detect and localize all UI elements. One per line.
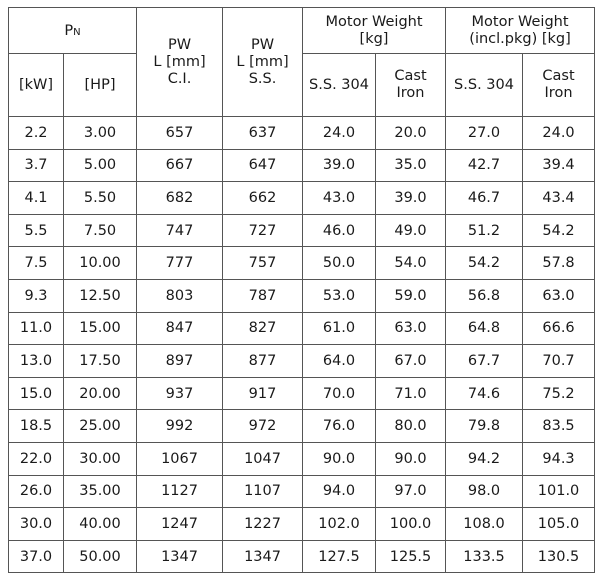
pw-ss-cell: 972 (223, 410, 303, 443)
weight-cast-iron-cell: 35.0 (376, 149, 446, 182)
pw-ci-cell: 897 (137, 345, 223, 378)
weight-cast-iron-cell: 100.0 (376, 508, 446, 541)
header-row-top (9, 8, 595, 54)
weight-pkg-cast-iron-cell: 83.5 (523, 410, 595, 443)
table-row (9, 214, 595, 247)
pw-ci-cell: 937 (137, 377, 223, 410)
pw-ci-cell: 682 (137, 182, 223, 215)
weight-pkg-ss304-cell: 42.7 (446, 149, 523, 182)
ss304-pkg-header: S.S. 304 (446, 54, 523, 117)
pw-ci-cell: 1247 (137, 508, 223, 541)
kw-cell: 37.0 (9, 540, 64, 573)
kw-cell: 30.0 (9, 508, 64, 541)
pw-ci-cell: 1127 (137, 475, 223, 508)
motor-weight-line-2: [kg] (359, 30, 389, 47)
motor-weight-pkg-header (446, 8, 595, 54)
kw-cell: 2.2 (9, 117, 64, 150)
weight-pkg-ss304-cell: 94.2 (446, 442, 523, 475)
weight-ss304-cell: 64.0 (303, 345, 376, 378)
pw-ss-line-2: L [mm] (236, 53, 289, 70)
pw-ss-cell: 827 (223, 312, 303, 345)
kw-cell: 3.7 (9, 149, 64, 182)
weight-ss304-cell: 39.0 (303, 149, 376, 182)
hp-cell: 12.50 (64, 279, 137, 312)
hp-cell: 3.00 (64, 117, 137, 150)
kw-cell: 15.0 (9, 377, 64, 410)
kw-cell: 5.5 (9, 214, 64, 247)
hp-cell: 50.00 (64, 540, 137, 573)
weight-ss304-cell: 61.0 (303, 312, 376, 345)
table-row (9, 540, 595, 573)
pw-length-ss-header (223, 8, 303, 117)
weight-cast-iron-cell: 39.0 (376, 182, 446, 215)
pw-ci-cell: 1067 (137, 442, 223, 475)
table-row (9, 312, 595, 345)
weight-pkg-ss304-cell: 98.0 (446, 475, 523, 508)
pw-ss-line-3: S.S. (248, 70, 277, 87)
weight-pkg-cast-iron-cell: 105.0 (523, 508, 595, 541)
pw-ss-cell: 1227 (223, 508, 303, 541)
motor-spec-table (8, 7, 595, 573)
weight-cast-iron-cell: 59.0 (376, 279, 446, 312)
table-row (9, 377, 595, 410)
table-row (9, 117, 595, 150)
pw-ss-cell: 917 (223, 377, 303, 410)
hp-cell: 10.00 (64, 247, 137, 280)
table-row (9, 508, 595, 541)
table-row (9, 247, 595, 280)
table-row (9, 345, 595, 378)
weight-pkg-cast-iron-cell: 101.0 (523, 475, 595, 508)
cast-iron-line-1: Cast (394, 68, 427, 84)
kw-cell: 22.0 (9, 442, 64, 475)
cast-iron-pkg-line-2: Iron (544, 85, 573, 101)
table-row (9, 442, 595, 475)
weight-ss304-cell: 53.0 (303, 279, 376, 312)
ss304-header: S.S. 304 (303, 54, 376, 117)
weight-pkg-cast-iron-cell: 66.6 (523, 312, 595, 345)
weight-pkg-cast-iron-cell: 39.4 (523, 149, 595, 182)
hp-header: [HP] (64, 54, 137, 117)
hp-cell: 15.00 (64, 312, 137, 345)
pw-ss-cell: 787 (223, 279, 303, 312)
table-row (9, 279, 595, 312)
pw-ss-cell: 757 (223, 247, 303, 280)
weight-cast-iron-cell: 71.0 (376, 377, 446, 410)
cast-iron-pkg-line-1: Cast (542, 68, 575, 84)
weight-pkg-ss304-cell: 54.2 (446, 247, 523, 280)
weight-pkg-ss304-cell: 27.0 (446, 117, 523, 150)
pw-ss-cell: 877 (223, 345, 303, 378)
weight-cast-iron-cell: 54.0 (376, 247, 446, 280)
pw-ci-cell: 847 (137, 312, 223, 345)
pw-ci-cell: 657 (137, 117, 223, 150)
pw-ci-line-1: PW (167, 36, 192, 53)
weight-ss304-cell: 76.0 (303, 410, 376, 443)
pw-ci-cell: 747 (137, 214, 223, 247)
weight-ss304-cell: 43.0 (303, 182, 376, 215)
weight-pkg-cast-iron-cell: 130.5 (523, 540, 595, 573)
kw-cell: 26.0 (9, 475, 64, 508)
weight-pkg-cast-iron-cell: 57.8 (523, 247, 595, 280)
pw-ss-cell: 637 (223, 117, 303, 150)
kw-header: [kW] (9, 54, 64, 117)
weight-ss304-cell: 46.0 (303, 214, 376, 247)
pw-ss-cell: 662 (223, 182, 303, 215)
weight-ss304-cell: 90.0 (303, 442, 376, 475)
weight-pkg-ss304-cell: 74.6 (446, 377, 523, 410)
pw-ss-cell: 1347 (223, 540, 303, 573)
weight-pkg-ss304-cell: 56.8 (446, 279, 523, 312)
table-body (9, 117, 595, 573)
hp-cell: 25.00 (64, 410, 137, 443)
weight-pkg-ss304-cell: 133.5 (446, 540, 523, 573)
rated-power-symbol: P (64, 22, 74, 39)
weight-pkg-cast-iron-cell: 70.7 (523, 345, 595, 378)
weight-pkg-cast-iron-cell: 94.3 (523, 442, 595, 475)
pw-length-ci-header (137, 8, 223, 117)
kw-cell: 7.5 (9, 247, 64, 280)
hp-cell: 30.00 (64, 442, 137, 475)
pw-ci-cell: 667 (137, 149, 223, 182)
hp-cell: 40.00 (64, 508, 137, 541)
weight-cast-iron-cell: 49.0 (376, 214, 446, 247)
weight-pkg-ss304-cell: 108.0 (446, 508, 523, 541)
weight-pkg-ss304-cell: 64.8 (446, 312, 523, 345)
cast-iron-header (376, 54, 446, 117)
weight-cast-iron-cell: 67.0 (376, 345, 446, 378)
pw-ss-line-1: PW (250, 36, 275, 53)
hp-cell: 17.50 (64, 345, 137, 378)
pw-ci-line-2: L [mm] (153, 53, 206, 70)
kw-cell: 9.3 (9, 279, 64, 312)
hp-cell: 35.00 (64, 475, 137, 508)
cast-iron-pkg-header (523, 54, 595, 117)
hp-cell: 20.00 (64, 377, 137, 410)
weight-ss304-cell: 102.0 (303, 508, 376, 541)
kw-cell: 18.5 (9, 410, 64, 443)
weight-pkg-ss304-cell: 46.7 (446, 182, 523, 215)
weight-pkg-cast-iron-cell: 43.4 (523, 182, 595, 215)
weight-cast-iron-cell: 80.0 (376, 410, 446, 443)
pw-ci-cell: 803 (137, 279, 223, 312)
kw-cell: 4.1 (9, 182, 64, 215)
motor-weight-pkg-line-1: Motor Weight (471, 13, 569, 30)
weight-cast-iron-cell: 20.0 (376, 117, 446, 150)
weight-pkg-cast-iron-cell: 63.0 (523, 279, 595, 312)
weight-cast-iron-cell: 125.5 (376, 540, 446, 573)
hp-cell: 7.50 (64, 214, 137, 247)
weight-ss304-cell: 127.5 (303, 540, 376, 573)
weight-ss304-cell: 50.0 (303, 247, 376, 280)
weight-pkg-ss304-cell: 67.7 (446, 345, 523, 378)
pw-ci-cell: 992 (137, 410, 223, 443)
motor-weight-pkg-line-2: (incl.pkg) [kg] (469, 30, 571, 47)
motor-weight-header (303, 8, 446, 54)
kw-cell: 13.0 (9, 345, 64, 378)
pw-ss-cell: 647 (223, 149, 303, 182)
weight-cast-iron-cell: 97.0 (376, 475, 446, 508)
hp-cell: 5.50 (64, 182, 137, 215)
weight-pkg-cast-iron-cell: 24.0 (523, 117, 595, 150)
weight-ss304-cell: 94.0 (303, 475, 376, 508)
motor-weight-line-1: Motor Weight (325, 13, 423, 30)
weight-pkg-ss304-cell: 79.8 (446, 410, 523, 443)
weight-pkg-cast-iron-cell: 54.2 (523, 214, 595, 247)
pw-ci-cell: 1347 (137, 540, 223, 573)
weight-ss304-cell: 24.0 (303, 117, 376, 150)
hp-cell: 5.00 (64, 149, 137, 182)
pw-ci-cell: 777 (137, 247, 223, 280)
pw-ci-line-3: C.I. (167, 70, 192, 87)
pw-ss-cell: 1107 (223, 475, 303, 508)
pw-ss-cell: 727 (223, 214, 303, 247)
table-row (9, 475, 595, 508)
rated-power-subscript: N (73, 26, 81, 38)
weight-pkg-cast-iron-cell: 75.2 (523, 377, 595, 410)
table-row (9, 410, 595, 443)
table-row (9, 182, 595, 215)
table-row (9, 149, 595, 182)
kw-cell: 11.0 (9, 312, 64, 345)
weight-cast-iron-cell: 90.0 (376, 442, 446, 475)
weight-cast-iron-cell: 63.0 (376, 312, 446, 345)
pw-ss-cell: 1047 (223, 442, 303, 475)
cast-iron-line-2: Iron (396, 85, 425, 101)
rated-power-header (9, 8, 137, 54)
weight-ss304-cell: 70.0 (303, 377, 376, 410)
weight-pkg-ss304-cell: 51.2 (446, 214, 523, 247)
